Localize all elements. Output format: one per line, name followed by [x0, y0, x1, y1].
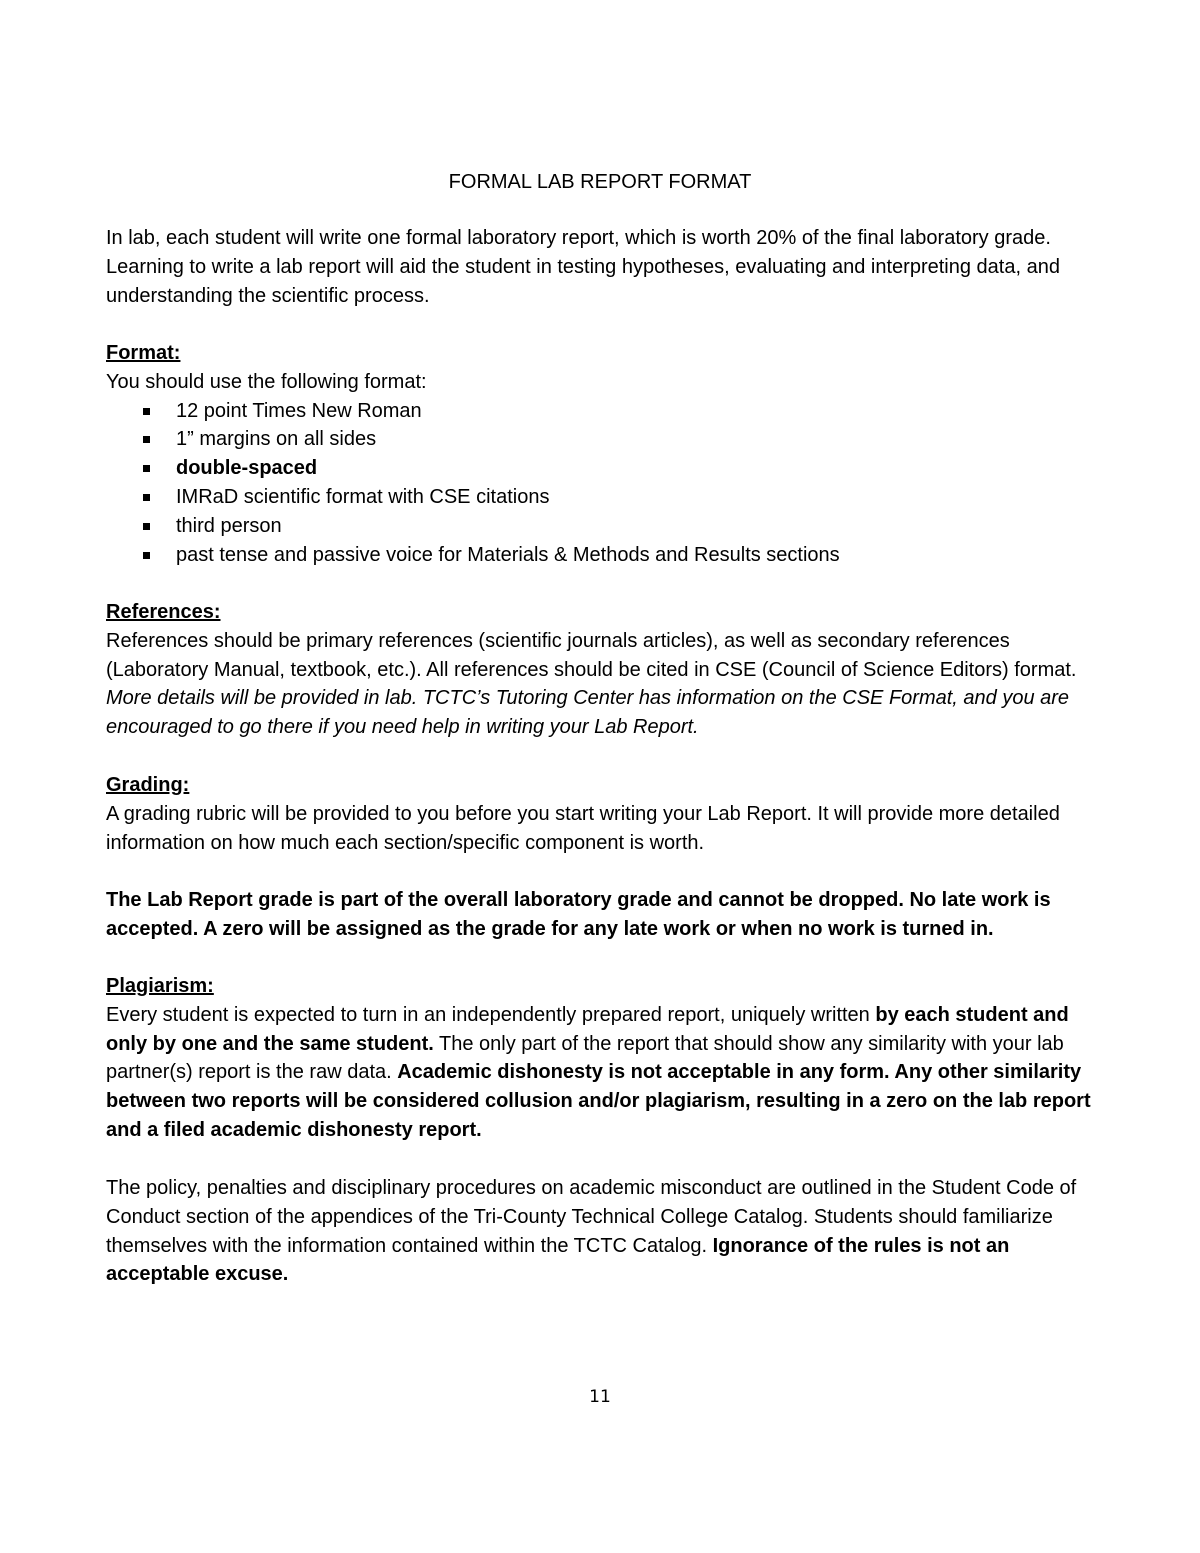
plagiarism-section	[106, 972, 1096, 1145]
plagiarism-paragraph	[106, 1001, 1096, 1145]
grading-notice: The Lab Report grade is part of the overall laboratory grade and cannot be dropped. No late work is accepted. A zero will be assigned as the grade for any late work or when no work is turned in.	[106, 889, 1051, 940]
grading-section	[106, 771, 1096, 857]
bullet-square-icon	[143, 523, 150, 530]
bullet-square-icon	[143, 494, 150, 501]
list-item-text: third person	[176, 514, 282, 537]
format-section	[106, 339, 1096, 569]
plagiarism-heading: Plagiarism:	[106, 975, 214, 997]
references-italic-note: More details will be provided in lab. TCTC’s Tutoring Center has information on the CSE Format, and you are encouraged to go there if you need help in writing your Lab Report.	[106, 687, 1070, 739]
list-item-text: IMRaD scientific format with CSE citations	[176, 485, 550, 508]
references-section	[106, 598, 1096, 742]
list-item	[106, 541, 1096, 570]
format-list	[106, 397, 1096, 570]
list-item	[106, 425, 1096, 454]
list-item-text: past tense and passive voice for Materials & Methods and Results sections	[176, 543, 840, 566]
references-heading: References:	[106, 601, 221, 623]
policy-paragraph	[106, 1174, 1096, 1289]
page-title: FORMAL LAB REPORT FORMAT	[448, 171, 752, 193]
list-item	[106, 512, 1096, 541]
intro-paragraph: In lab, each student will write one formal laboratory report, which is worth 20% of the final laboratory grade. Learning to write a lab report will aid the student in testing hypotheses, evaluating and interpreting data, and understanding the scientific process.	[106, 227, 1060, 307]
list-item	[106, 454, 1096, 483]
plagiarism-bold-text: Academic dishonesty is not acceptable in any form. Any other similarity between two reports will be considered collusion and/or plagiarism, resulting in a zero on the lab report and a filed academic dishonesty report.	[106, 1061, 1091, 1141]
policy-text: The policy, penalties and disciplinary procedures on academic misconduct are outlined in the Student Code of Conduct section of the appendices of the Tri-County Technical College Catalog. Students should familiarize themselves with the information contained within the TCTC Catalog.	[106, 1177, 1077, 1257]
list-item-text: double-spaced	[176, 457, 318, 480]
list-item	[106, 483, 1096, 512]
references-paragraph	[106, 627, 1096, 742]
list-item	[106, 397, 1096, 426]
grading-paragraph: A grading rubric will be provided to you before you start writing your Lab Report. It will provide more detailed information on how much each section/specific component is worth.	[106, 802, 1060, 854]
bullet-square-icon	[143, 436, 150, 443]
page-number: 11	[589, 1387, 611, 1407]
grading-heading: Grading:	[106, 774, 190, 796]
plagiarism-text: The only part of the report that should show any similarity with your lab partner(s) report is the raw data.	[106, 1032, 1064, 1084]
references-text: References should be primary references (scientific journals articles), as well as secondary references (Laboratory Manual, textbook, etc.). All references should be cited in CSE (Council of Science Editors) format.	[106, 629, 1077, 681]
bullet-square-icon	[143, 408, 150, 415]
plagiarism-bold-text: by each student and only by one and the same student.	[106, 1003, 1069, 1055]
list-item-text: 12 point Times New Roman	[176, 399, 422, 422]
plagiarism-text: Every student is expected to turn in an independently prepared report, uniquely written	[106, 1003, 876, 1026]
bullet-square-icon	[143, 552, 150, 559]
format-lead: You should use the following format:	[106, 370, 427, 393]
list-item-text: 1” margins on all sides	[176, 428, 377, 451]
format-heading: Format:	[106, 342, 181, 364]
policy-bold-text: Ignorance of the rules is not an acceptable excuse.	[106, 1234, 1010, 1286]
bullet-square-icon	[143, 465, 150, 472]
